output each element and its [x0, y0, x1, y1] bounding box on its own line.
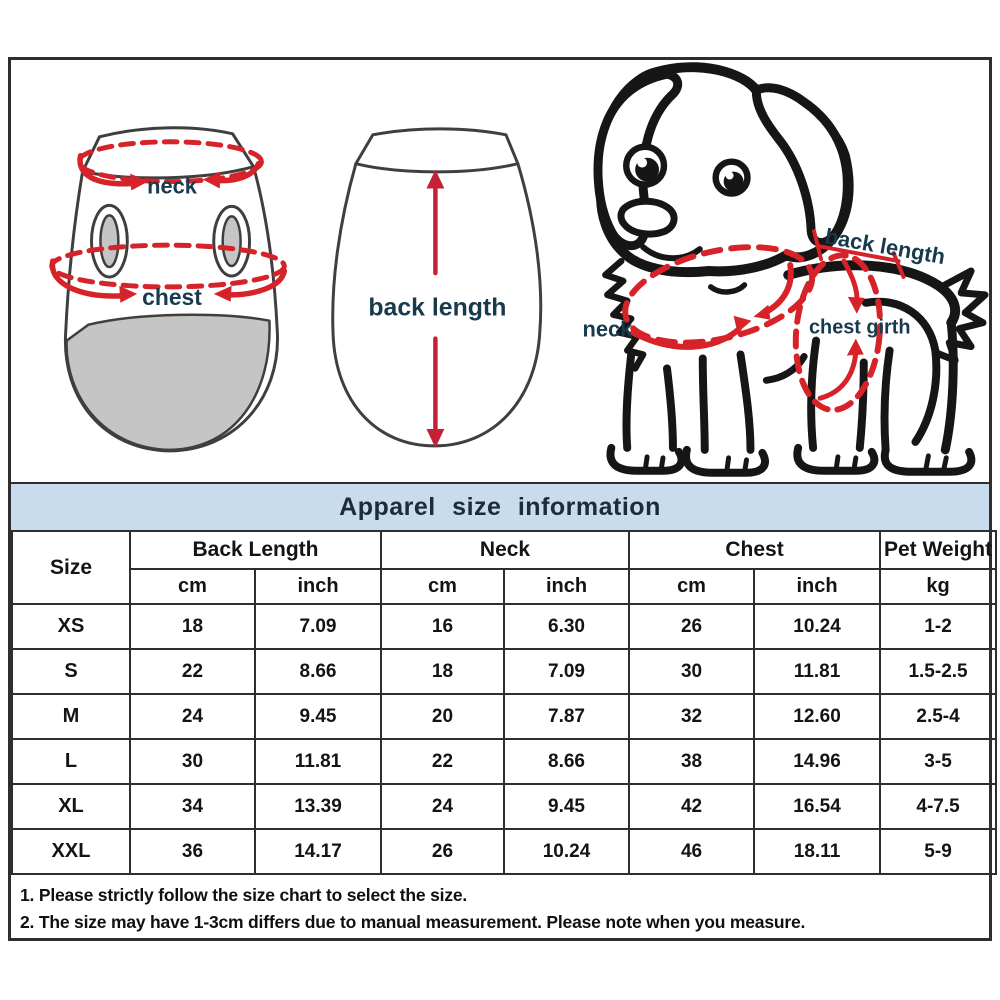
value-cell: 32 [629, 694, 754, 739]
table-row [12, 829, 996, 874]
garment-front-neck-label: neck [147, 173, 197, 199]
value-cell: 34 [130, 784, 255, 829]
value-cell: 11.81 [255, 739, 381, 784]
col-header-chest: Chest [629, 531, 880, 569]
size-cell: M [12, 694, 130, 739]
size-cell: S [12, 649, 130, 694]
value-cell: 16 [381, 604, 504, 649]
value-cell: 7.09 [504, 649, 629, 694]
value-cell: 18 [130, 604, 255, 649]
value-cell: 26 [381, 829, 504, 874]
value-cell: 22 [130, 649, 255, 694]
value-cell: 3-5 [880, 739, 996, 784]
value-cell: 6.30 [504, 604, 629, 649]
value-cell: 7.87 [504, 694, 629, 739]
value-cell: 2.5-4 [880, 694, 996, 739]
size-table-body [12, 604, 996, 874]
value-cell: 18 [381, 649, 504, 694]
size-table [11, 530, 997, 875]
value-cell: 36 [130, 829, 255, 874]
unit-header-inch: inch [504, 569, 629, 604]
table-row [12, 739, 996, 784]
size-cell: XS [12, 604, 130, 649]
garment-back-length-label: back length [368, 294, 507, 322]
value-cell: 22 [381, 739, 504, 784]
value-cell: 1.5-2.5 [880, 649, 996, 694]
unit-header-cm: cm [629, 569, 754, 604]
size-cell: XL [12, 784, 130, 829]
value-cell: 20 [381, 694, 504, 739]
value-cell: 24 [381, 784, 504, 829]
value-cell: 13.39 [255, 784, 381, 829]
table-row [12, 649, 996, 694]
col-header-pet-weight: Pet Weight [880, 531, 996, 569]
value-cell: 24 [130, 694, 255, 739]
table-row [12, 784, 996, 829]
value-cell: 14.17 [255, 829, 381, 874]
garment-front-chest-label: chest [142, 283, 202, 310]
measurement-illustrations [11, 60, 989, 482]
value-cell: 5-9 [880, 829, 996, 874]
unit-header-kg: kg [880, 569, 996, 604]
value-cell: 12.60 [754, 694, 880, 739]
value-cell: 46 [629, 829, 754, 874]
value-cell: 9.45 [255, 694, 381, 739]
unit-header-inch: inch [754, 569, 880, 604]
size-chart-sheet [8, 57, 992, 941]
value-cell: 9.45 [504, 784, 629, 829]
note-line: 1. Please strictly follow the size chart to select the size. [20, 885, 468, 905]
value-cell: 8.66 [504, 739, 629, 784]
dog-neck-label: neck [582, 316, 633, 342]
unit-header-inch: inch [255, 569, 381, 604]
value-cell: 38 [629, 739, 754, 784]
value-cell: 11.81 [754, 649, 880, 694]
size-table-header [12, 531, 996, 604]
value-cell: 18.11 [754, 829, 880, 874]
note-line: 2. The size may have 1-3cm differs due to manual measurement. Please note when you measure. [20, 912, 806, 932]
dog-back-length-label: back length [823, 223, 948, 270]
value-cell: 7.09 [255, 604, 381, 649]
value-cell: 30 [629, 649, 754, 694]
table-title: Apparel size information [11, 482, 989, 530]
col-header-back-length: Back Length [130, 531, 381, 569]
unit-header-cm: cm [381, 569, 504, 604]
unit-header-cm: cm [130, 569, 255, 604]
illustrations-svg [11, 60, 989, 482]
value-cell: 10.24 [754, 604, 880, 649]
col-header-neck: Neck [381, 531, 629, 569]
dog-chest-girth-label: chest girth [809, 316, 911, 339]
value-cell: 14.96 [754, 739, 880, 784]
value-cell: 4-7.5 [880, 784, 996, 829]
notes [11, 875, 989, 936]
size-cell: XXL [12, 829, 130, 874]
table-row [12, 694, 996, 739]
value-cell: 16.54 [754, 784, 880, 829]
size-cell: L [12, 739, 130, 784]
value-cell: 8.66 [255, 649, 381, 694]
table-row [12, 604, 996, 649]
value-cell: 26 [629, 604, 754, 649]
value-cell: 1-2 [880, 604, 996, 649]
col-header-size: Size [12, 531, 130, 604]
value-cell: 42 [629, 784, 754, 829]
value-cell: 30 [130, 739, 255, 784]
value-cell: 10.24 [504, 829, 629, 874]
